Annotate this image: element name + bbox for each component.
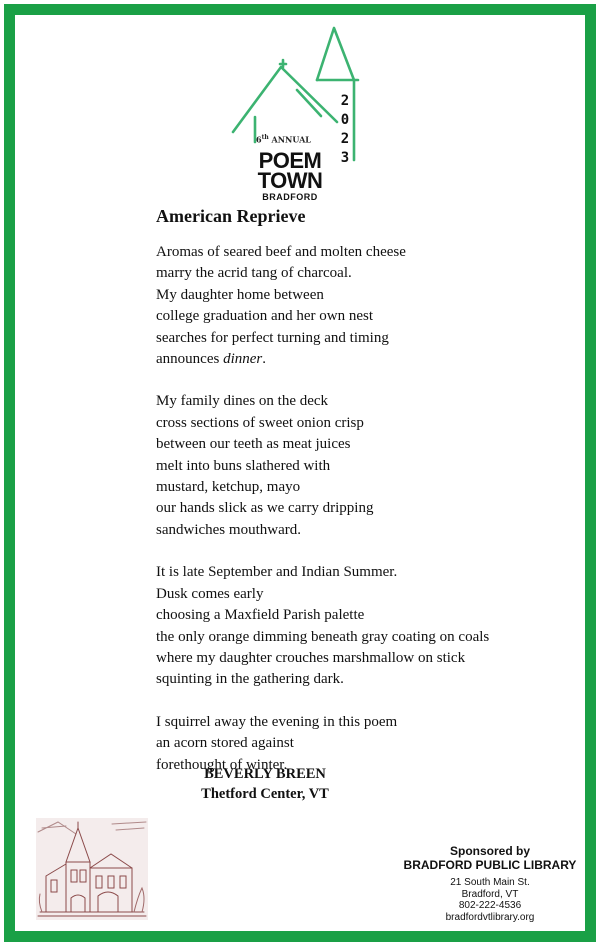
- logo-bradford: BRADFORD: [262, 192, 318, 202]
- poem-line: mustard, ketchup, mayo: [156, 479, 301, 496]
- poem-title: American Reprieve: [156, 206, 306, 226]
- poem-line: It is late September and Indian Summer.: [156, 564, 398, 581]
- logo-town: TOWN: [257, 168, 323, 193]
- poem-line: forethought of winter.: [156, 756, 288, 773]
- poem-line: our hands slick as we carry dripping: [156, 500, 374, 517]
- poem-line: I squirrel away the evening in this poem: [156, 713, 398, 730]
- emphasized-word: dinner: [223, 351, 263, 368]
- poem-line: an acorn stored against: [156, 735, 294, 752]
- sponsor-label: Sponsored by: [449, 844, 530, 858]
- author-block: [190, 764, 340, 804]
- logo-poem: POEM: [258, 148, 322, 173]
- poem-line: sandwiches mouthward.: [156, 521, 301, 538]
- poem-line: announces dinner.: [156, 351, 266, 368]
- logo-year: 2023: [340, 93, 350, 166]
- poem-line: searches for perfect turning and timing: [156, 329, 389, 346]
- logo-edition-text: 6th ANNUAL: [256, 134, 311, 145]
- stanza-3: [156, 562, 556, 690]
- poem-line: melt into buns slathered with: [156, 457, 331, 474]
- sponsor-city: Bradford, VT: [461, 888, 519, 900]
- poem-line: college graduation and her own nest: [156, 308, 374, 325]
- sponsor-block: [402, 844, 578, 923]
- poem-line: My family dines on the deck: [156, 393, 329, 410]
- poem-line: where my daughter crouches marshmallow on stick: [156, 649, 466, 666]
- poem-line: Aromas of seared beef and molten cheese: [156, 244, 406, 260]
- author-location: Thetford Center, VT: [201, 786, 329, 802]
- poem-line: Dusk comes early: [156, 585, 264, 602]
- poem-line: squinting in the gathering dark.: [156, 671, 344, 688]
- poem-line: between our teeth as meat juices: [156, 436, 351, 453]
- stanza-1: [156, 242, 556, 370]
- poem-line: the only orange dimming beneath gray coating on coals: [156, 628, 490, 645]
- sponsor-name: BRADFORD PUBLIC LIBRARY: [403, 858, 577, 872]
- library-building-sketch-icon: [36, 818, 148, 920]
- author-name: BEVERLY BREEN: [204, 766, 326, 782]
- poem-town-logo: [225, 22, 375, 202]
- stanza-2: [156, 391, 556, 541]
- poem-body: [156, 242, 556, 797]
- poem-line: My daughter home between: [156, 286, 324, 303]
- poem-line: choosing a Maxfield Parish palette: [156, 607, 365, 624]
- sponsor-street: 21 South Main St.: [450, 877, 530, 888]
- poem-line: cross sections of sweet onion crisp: [156, 414, 364, 431]
- sponsor-website: bradfordvtlibrary.org: [445, 911, 535, 923]
- sponsor-phone: 802-222-4536: [458, 900, 522, 911]
- poem-line: marry the acrid tang of charcoal.: [156, 265, 352, 282]
- sponsor-address-block: [402, 877, 578, 923]
